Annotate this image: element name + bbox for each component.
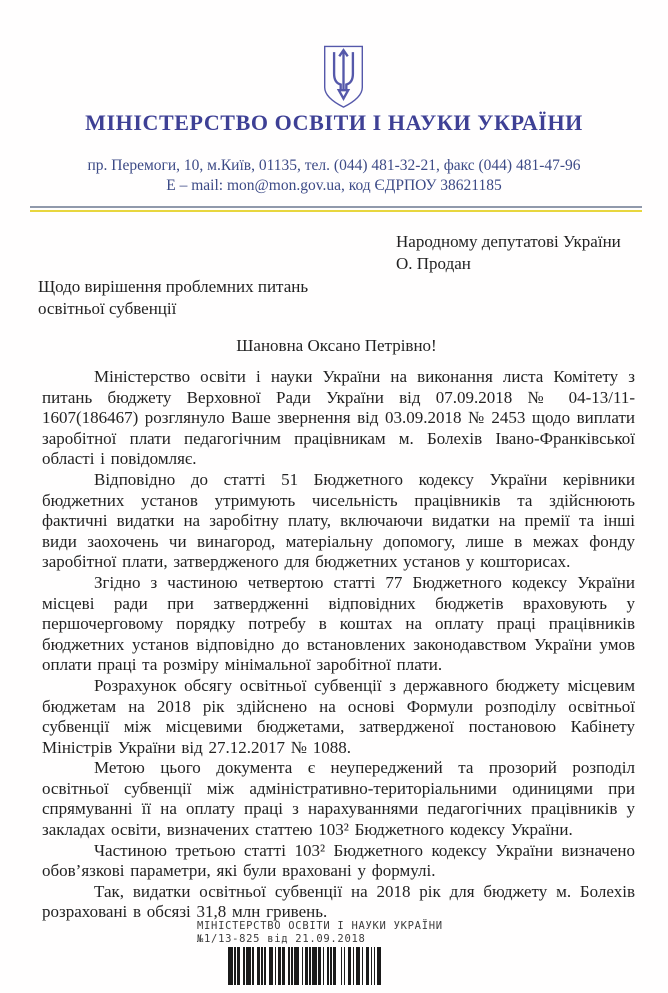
subject-block (38, 276, 308, 319)
stamp-ministry-name: МІНІСТЕРСТВО ОСВІТИ І НАУКИ УКРАЇНИ (197, 920, 443, 932)
recipient-name: О. Продан (396, 253, 471, 273)
paragraph-6: Частиною третьою статті 103² Бюджетного кодексу України визначено обов’язкові параметри, які були враховані у формулі. (42, 840, 635, 881)
subject-line-2: освітньої субвенції (38, 298, 177, 318)
paragraph-2: Відповідно до статті 51 Бюджетного кодексу України керівники бюджетних установ утримують чисельність працівників та здійснюють фактичні видатки на заробітну плату, включаючи видатки на премії та інші види заохочень чи винагород, матеріальну допомогу, лише в межах фонду заробітної плати, затвердженого для бюджетних установ у кошторисах. (42, 469, 635, 572)
paragraph-7: Так, видатки освітньої субвенції на 2018 рік для бюджету м. Болехів розраховані в обсязі 31,8 млн гривень. (42, 881, 635, 922)
paragraph-3: Згідно з частиною четвертою статті 77 Бюджетного кодексу України місцеві ради при затвердженні відповідних бюджетів враховують у першочерговому порядку потребу в коштах на оплату праці працівників бюджетних установ відповідно до встановлених законодавством України умов оплати праці та розміру мінімальної заробітної плати. (42, 572, 635, 675)
ministry-title: МІНІСТЕРСТВО ОСВІТИ І НАУКИ УКРАЇНИ (85, 110, 583, 135)
address-line-2: E – mail: mon@mon.gov.ua, код ЄДРПОУ 38621185 (166, 177, 502, 194)
letter-body (42, 367, 635, 923)
recipient-title: Народному депутатові України (396, 232, 621, 251)
salutation: Шановна Оксано Петрівно! (236, 336, 437, 355)
subject-line-1: Щодо вирішення проблемних питань (38, 277, 309, 296)
separator-top (30, 206, 642, 208)
ukraine-trident-icon (320, 44, 367, 110)
separator-bottom (30, 210, 642, 212)
registration-stamp (197, 920, 443, 946)
flag-separator (30, 206, 642, 212)
paragraph-1: Міністерство освіти і науки України на виконання листа Комітету з питань бюджету Верховної Ради України від 07.09.2018 № 04-13/11-1607(186467) розглянуло Ваше звернення від 03.09.2018 № 2453 щодо виплати заробітної плати педагогічним працівникам м. Болехів Івано-Франківської області і повідомляє. (42, 367, 635, 469)
stamp-number-date: №1/13-825 від 21.09.2018 (197, 933, 366, 945)
paragraph-4: Розрахунок обсягу освітньої субвенції з державного бюджету місцевим бюджетам на 2018 рік здійснено на основі Формули розподілу освітньої субвенції між місцевими бюджетами, затвердженої постановою Кабінету Міністрів України від 27.12.2017 № 1088. (42, 675, 635, 757)
address-line-1: пр. Перемоги, 10, м.Київ, 01135, тел. (044) 481-32-21, факс (044) 481-47-96 (87, 157, 581, 174)
paragraph-5: Метою цього документа є неупереджений та прозорий розподіл освітньої субвенції між адміністративно-територіальними одиницями при спрямуванні її на оплату праці з нарахуваннями педагогічних працівників у закладах освіти, визначених статтею 103² Бюджетного кодексу України. (42, 758, 635, 840)
recipient-block (396, 231, 621, 274)
barcode (228, 947, 384, 985)
